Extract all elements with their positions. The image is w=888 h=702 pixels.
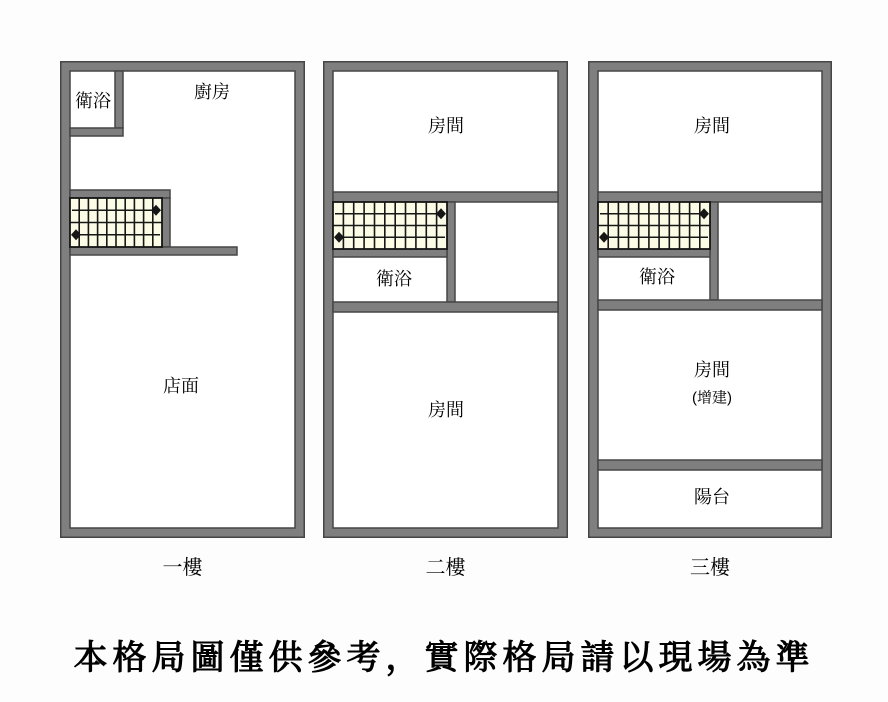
staircase	[70, 198, 162, 247]
wall-segment	[70, 128, 123, 136]
wall-segment	[598, 249, 710, 257]
wall-segment	[598, 460, 822, 470]
floor-2-plan	[323, 61, 568, 538]
room-area	[70, 71, 295, 528]
wall-segment	[333, 192, 558, 202]
floor-1-plan	[60, 61, 305, 538]
room-area	[333, 71, 558, 528]
room-label-kitchen: 廚房	[194, 82, 230, 102]
room-label-bathroom: 衛浴	[75, 91, 111, 111]
room-label-room-top: 房間	[428, 116, 464, 136]
wall-segment	[598, 300, 822, 310]
room-label-room-top: 房間	[694, 116, 730, 136]
floor-1-drawing	[60, 61, 305, 538]
wall-segment	[162, 198, 170, 247]
floor-3-plan	[588, 61, 832, 538]
wall-segment	[710, 202, 718, 300]
room-label-bathroom: 衛浴	[639, 267, 675, 287]
wall-segment	[447, 202, 455, 302]
wall-segment	[333, 249, 447, 257]
room-label-bathroom: 衛浴	[376, 269, 412, 289]
wall-segment	[70, 247, 237, 255]
wall-segment	[333, 302, 558, 312]
disclaimer-text: 本格局圖僅供參考，實際格局請以現場為準	[73, 639, 815, 677]
staircase	[598, 202, 710, 249]
staircase	[333, 202, 447, 249]
floor-label-3f: 三樓	[690, 557, 730, 579]
room-label-room-bottom: 房間	[428, 400, 464, 420]
room-label-balcony: 陽台	[694, 487, 730, 507]
room-label-room-addition: 房間	[694, 360, 730, 380]
wall-segment	[115, 71, 123, 128]
room-label-storefront: 店面	[163, 376, 199, 396]
wall-segment	[70, 190, 170, 198]
floor-label-2f: 二樓	[425, 557, 466, 579]
floor-label-1f: 一樓	[162, 557, 203, 579]
room-label-room-addition-note: (增建)	[692, 389, 732, 407]
wall-segment	[598, 192, 822, 202]
